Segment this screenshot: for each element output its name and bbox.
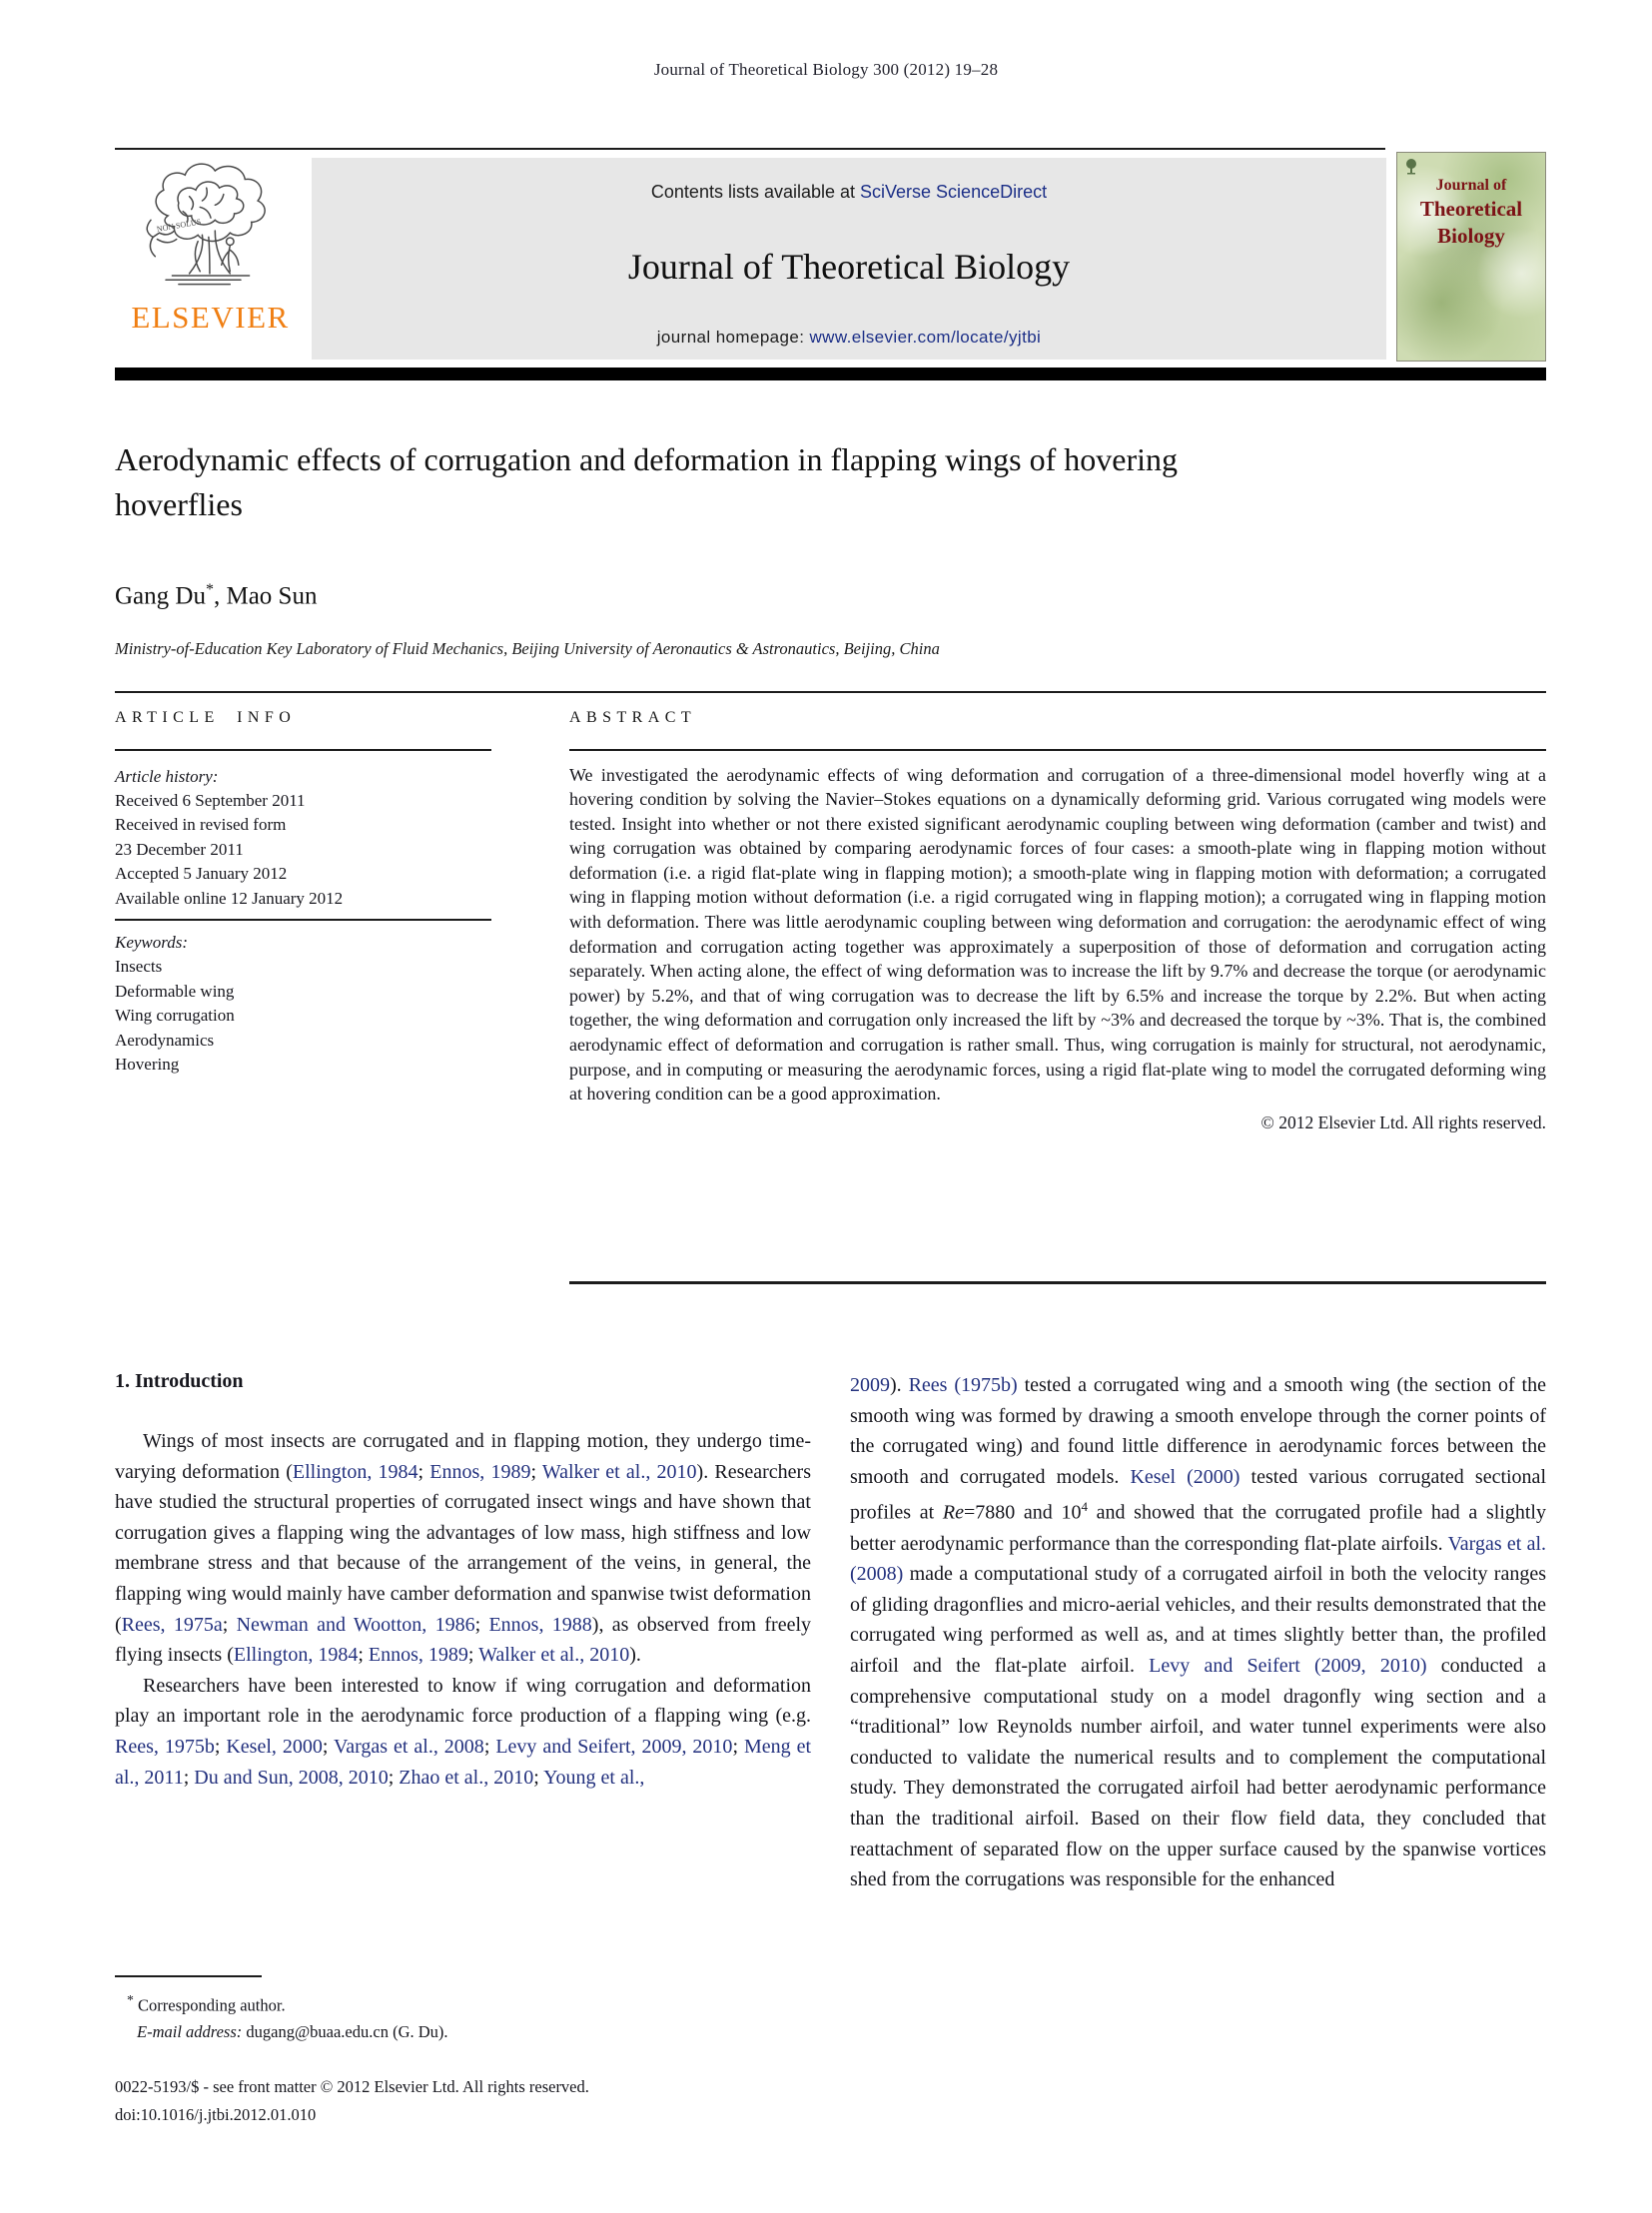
email-address-link[interactable]: dugang@buaa.edu.cn <box>242 2021 389 2041</box>
journal-cover-image <box>1396 152 1546 362</box>
author-rest: , Mao Sun <box>213 582 318 610</box>
italic-term: Re <box>942 1502 964 1525</box>
abstract-heading: ABSTRACT <box>569 709 697 726</box>
header-black-bar <box>115 368 1546 380</box>
abstract-bottom-rule <box>569 1281 1546 1284</box>
corresponding-author-note <box>115 1987 804 2019</box>
abstract-section <box>569 709 1546 1133</box>
footnote-block <box>115 1987 804 2045</box>
logo-motto: NON SOLUS <box>155 217 202 235</box>
imprint-block <box>115 2073 589 2129</box>
citation-link[interactable]: Vargas et al. (2008) <box>850 1532 1546 1586</box>
cover-line-journal-of: Journal of <box>1435 177 1507 194</box>
elsevier-logo <box>113 160 308 360</box>
citation-link[interactable]: Vargas et al., 2008 <box>334 1735 484 1758</box>
history-available-online: Available online 12 January 2012 <box>115 888 344 908</box>
abstract-text: We investigated the aerodynamic effects of wing deformation and corrugation of a three-dimensional model hoverfly wing at a hovering condition by solving the Navier–Stokes equations on a dynamically deforming grid. Various corrugated wing models were tested. Insight into whether or not there existed significant aerodynamic coupling between wing deformation (camber and twist) and wing corrugation was obtained by comparing aerodynamic forces of four cases: a smooth-plate wing in flapping motion without deformation (i.e. a rigid flat-plate wing in flapping motion); a smooth-plate wing in flapping motion with deformation; a corrugated wing in flapping motion without deformation (i.e. a rigid corrugated wing in flapping motion); a corrugated wing in flapping motion with deformation. There was little aerodynamic coupling between wing deformation and corrugation: the aerodynamic effect of wing deformation and corrugation acting together was approximately a superposition of those of deformation and corrugation acting separately. When acting alone, the effect of wing deformation was to increase the lift by 9.7% and decrease the torque (or aerodynamic power) by 5.2%, and that of wing corrugation was to decrease the lift by 6.5% and increase the torque by 2.2%. But when acting together, the wing deformation and corrugation only increased the lift by ~3% and decreased the torque by ~3%. That is, the combined aerodynamic effect of deformation and corrugation is rather small. Thus, wing corrugation is mainly for structural, not aerodynamic, purpose, and in computing or measuring the aerodynamic forces, using a rigid flat-plate wing to model the corrugated deforming wing at hovering condition can be a good approximation. <box>569 764 1546 1105</box>
article-history-label: Article history: <box>115 766 219 786</box>
abstract-copyright: © 2012 Elsevier Ltd. All rights reserved. <box>1260 1111 1546 1132</box>
intro-paragraph-1: Wings of most insects are corrugated and in flapping motion, they undergo time-varying deformation (Ellington, 1984; Ennos, 1989; Walker et al., 2010). Researchers have studied the structural properties of corrugated insect wings and have shown that corrugation gives a flapping wing the advantages of low mass, high stiffness and low membrane stress and that because of the arrangement of the veins, in general, the flapping wing would mainly have camber deformation and spanwise twist deformation (Rees, 1975a; Newman and Wootton, 1986; Ennos, 1988), as observed from freely flying insects (Ellington, 1984; Ennos, 1989; Walker et al., 2010). <box>115 1430 812 1667</box>
cover-title <box>1397 177 1545 249</box>
keyword-hovering: Hovering <box>115 1054 180 1074</box>
history-revised-2: 23 December 2011 <box>115 839 244 859</box>
superscript: 4 <box>1081 1499 1088 1515</box>
citation-link[interactable]: Du and Sun, 2008, 2010 <box>194 1766 389 1789</box>
email-suffix: (G. Du). <box>388 2021 448 2041</box>
footnote-asterisk: * <box>127 1992 134 2007</box>
body-column-left <box>115 1426 811 1793</box>
elsevier-tree-icon <box>136 160 286 302</box>
citation-link[interactable]: Levy and Seifert, 2009, 2010 <box>495 1735 733 1758</box>
footnote-rule <box>115 1975 262 1977</box>
issn-line: 0022-5193/$ - see front matter © 2012 Elsevier Ltd. All rights reserved. <box>115 2077 589 2096</box>
citation-link[interactable]: Ennos, 1989 <box>429 1460 531 1483</box>
intro-paragraph-2: Researchers have been interested to know if wing corrugation and deformation play an important role in the aerodynamic force production of a flapping wing (e.g. Rees, 1975b; Kesel, 2000; Vargas et al., 2008; Levy and Seifert, 2009, 2010; Meng et al., 2011; Du and Sun, 2008, 2010; Zhao et al., 2010; Young et al., <box>115 1674 812 1789</box>
article-title: Aerodynamic effects of corrugation and deformation in flapping wings of hovering hoverflies <box>115 441 1178 522</box>
author-first: Gang Du <box>115 582 206 610</box>
citation-link[interactable]: Ennos, 1989 <box>368 1644 468 1667</box>
history-revised-1: Received in revised form <box>115 815 287 835</box>
homepage-url-link[interactable]: www.elsevier.com/locate/yjtbi <box>809 328 1042 347</box>
article-info-section <box>115 709 491 1077</box>
intro-paragraph-2-continued: 2009). Rees (1975b) tested a corrugated wing and a smooth wing (the section of the smooth wing was formed by drawing a smooth envelope through the corner points of the corrugated wing) and found little difference in aerodynamic forces between the smooth and corrugated models. Kesel (2000) tested various corrugated sectional profiles at Re=7880 and $10^4$ and showed that the corrugated profile had a slightly better aerodynamic performance than the corresponding flat-plate airfoils. Vargas et al. (2008) made a computational study of a corrugated airfoil in both the velocity ranges of gliding dragonflies and micro-aerial vehicles, and their results demonstrated that the corrugated wing performed as well as, and at times slightly better than, the profiled airfoil and the flat-plate airfoil. Levy and Seifert (2009, 2010) conducted a comprehensive computational study on a model dragonfly wing section and a “traditional” low Reynolds number airfoil, and water tunnel experiments were also conducted to validate the numerical results and to complement the computational study. They demonstrated the corrugated airfoil had better aerodynamic performance than the traditional airfoil. Based on their flow field data, they concluded that reattachment of separated flow on the upper surface caused by the spanwise vortices shed from the corrugations was responsible for the enhanced <box>850 1374 1546 1891</box>
doi-line: doi:10.1016/j.jtbi.2012.01.010 <box>115 2105 317 2124</box>
homepage-line <box>312 328 1386 348</box>
body-column-right <box>850 1370 1546 1895</box>
citation-link[interactable]: Meng et al., 2011 <box>115 1735 812 1789</box>
masthead-banner <box>312 158 1386 360</box>
citation-link[interactable]: Walker et al., 2010 <box>541 1460 697 1483</box>
authors-line <box>115 581 317 610</box>
citation-link[interactable]: Rees, 1975b <box>115 1735 215 1758</box>
citation-link[interactable]: Levy and Seifert (2009, 2010) <box>1149 1655 1427 1677</box>
journal-title: Journal of Theoretical Biology <box>627 247 1071 287</box>
cover-line-theoretical: Theoretical <box>1419 197 1523 221</box>
affiliation: Ministry-of-Education Key Laboratory of Fluid Mechanics, Beijing University of Aeronautics & Astronautics, Beijing, China <box>115 639 940 658</box>
citation-link[interactable]: Kesel, 2000 <box>226 1735 323 1758</box>
page-header-citation: Journal of Theoretical Biology 300 (2012) 19–28 <box>653 60 999 79</box>
citation-link[interactable]: Walker et al., 2010 <box>478 1644 630 1667</box>
contents-line <box>312 182 1386 203</box>
contents-prefix: Contents lists available at <box>650 182 861 202</box>
citation-link[interactable]: Ellington, 1984 <box>233 1644 359 1667</box>
sciverse-sciencedirect-link[interactable]: SciVerse ScienceDirect <box>860 182 1048 202</box>
keyword-deformable-wing: Deformable wing <box>115 981 235 1001</box>
homepage-prefix: journal homepage: <box>656 328 810 347</box>
citation-link[interactable]: Rees, 1975a <box>121 1613 223 1636</box>
title-block-rule <box>115 691 1546 693</box>
email-line <box>115 2019 804 2045</box>
keyword-insects: Insects <box>115 957 163 977</box>
citation-link[interactable]: Ennos, 1988 <box>488 1613 592 1636</box>
corresponding-author-marker: * <box>205 581 214 598</box>
corresponding-author-text: Corresponding author. <box>133 1995 286 2015</box>
keyword-aerodynamics: Aerodynamics <box>115 1030 215 1050</box>
elsevier-wordmark: ELSEVIER <box>131 300 290 335</box>
history-received: Received 6 September 2011 <box>115 790 306 810</box>
keywords-label: Keywords: <box>115 932 189 952</box>
article-info-heading: ARTICLE INFO <box>115 709 297 726</box>
citation-link[interactable]: Rees (1975b) <box>908 1374 1018 1396</box>
citation-link[interactable]: Kesel (2000) <box>1130 1465 1240 1488</box>
section-heading-introduction: 1. Introduction <box>115 1370 244 1392</box>
cover-line-biology: Biology <box>1437 224 1505 248</box>
citation-link[interactable]: 2009 <box>850 1374 890 1396</box>
article-info-rule <box>115 749 491 751</box>
citation-link[interactable]: Ellington, 1984 <box>292 1460 418 1483</box>
header-top-rule <box>115 148 1385 150</box>
keyword-wing-corrugation: Wing corrugation <box>115 1006 235 1026</box>
abstract-rule <box>569 749 1546 751</box>
citation-link[interactable]: Zhao et al., 2010 <box>399 1766 534 1789</box>
email-label: E-mail address: <box>137 2021 243 2041</box>
cover-tree-icon <box>1403 158 1419 176</box>
citation-link[interactable]: Young et al., <box>543 1766 645 1789</box>
history-accepted: Accepted 5 January 2012 <box>115 864 288 884</box>
citation-link[interactable]: Newman and Wootton, 1986 <box>236 1613 475 1636</box>
history-keywords-divider <box>115 919 491 921</box>
